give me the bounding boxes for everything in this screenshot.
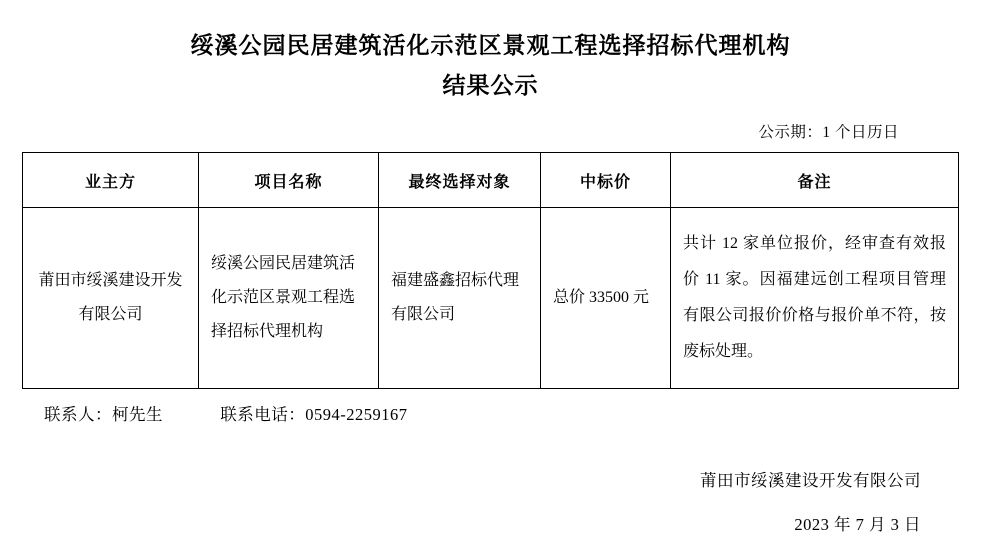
cell-price: 总价 33500 元 xyxy=(541,208,671,389)
signature-date: 2023 年 7 月 3 日 xyxy=(794,515,921,534)
header-price: 中标价 xyxy=(541,153,671,208)
header-project: 项目名称 xyxy=(199,153,379,208)
document-title xyxy=(0,0,981,106)
header-target: 最终选择对象 xyxy=(379,153,541,208)
notice-period: 公示期：1 个日历日 xyxy=(758,124,899,141)
cell-project: 绥溪公园民居建筑活化示范区景观工程选择招标代理机构 xyxy=(199,208,379,389)
contact-line xyxy=(44,401,981,425)
table-header-row xyxy=(23,153,959,208)
title-line-1: 绥溪公园民居建筑活化示范区景观工程选择招标代理机构 xyxy=(190,33,791,58)
header-remark: 备注 xyxy=(671,153,959,208)
cell-target: 福建盛鑫招标代理有限公司 xyxy=(379,208,541,389)
contact-person: 联系人：柯先生 xyxy=(44,405,163,424)
header-owner: 业主方 xyxy=(23,153,199,208)
table-row xyxy=(23,208,959,389)
title-line-2: 结果公示 xyxy=(442,73,539,98)
result-table xyxy=(22,152,959,389)
contact-phone: 联系电话：0594-2259167 xyxy=(220,405,408,424)
cell-owner: 莆田市绥溪建设开发有限公司 xyxy=(23,208,199,389)
cell-remark: 共计 12 家单位报价，经审查有效报价 11 家。因福建远创工程项目管理有限公司报价价格与报价单不符，按废标处理。 xyxy=(671,208,959,389)
signature-company: 莆田市绥溪建设开发有限公司 xyxy=(700,471,921,490)
